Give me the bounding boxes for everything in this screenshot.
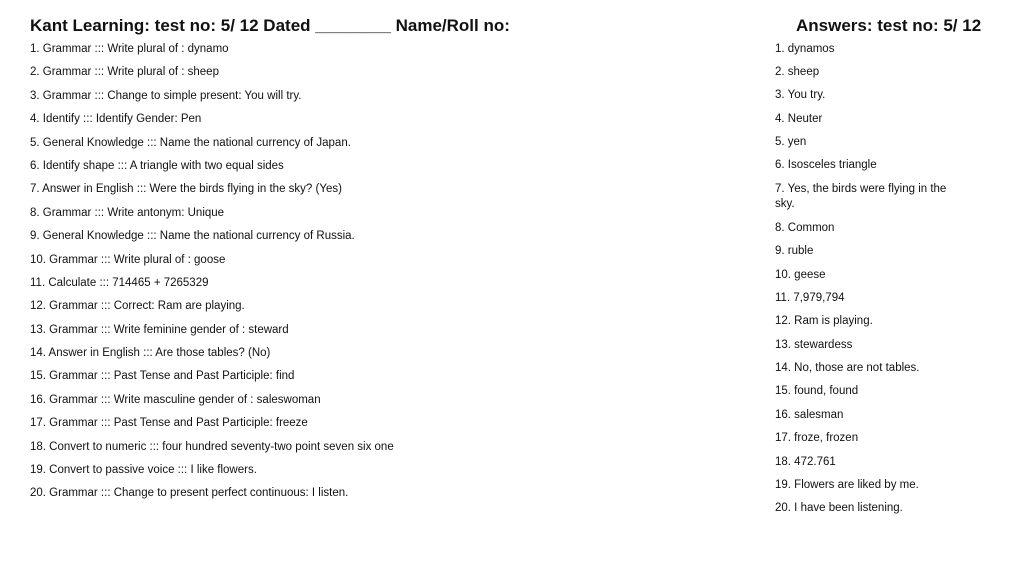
answer-item: 17. froze, frozen [775,432,859,445]
answers-title: Answers: test no: 5/ 12 [796,16,982,35]
answer-item: 10. geese [775,268,826,281]
answer-item: 20. I have been listening. [775,502,903,515]
answer-item: 2. sheep [775,65,820,78]
answer-item: 11. 7,979,794 [775,291,845,304]
question-item: 1. Grammar ::: Write plural of : dynamo [30,43,229,55]
question-item: 14. Answer in English ::: Are those tables? (No) [30,347,271,360]
question-item: 3. Grammar ::: Change to simple present: You will try. [30,89,302,102]
question-item: 9. General Knowledge ::: Name the national currency of Russia. [30,230,355,243]
answer-item: 9. ruble [775,245,814,258]
question-item: 2. Grammar ::: Write plural of : sheep [30,66,219,79]
answer-item: 7. Yes, the birds were flying in the sky. [775,182,947,211]
answer-item: 18. 472.761 [775,455,836,468]
answer-item: 16. salesman [775,408,844,421]
answer-item: 6. Isosceles triangle [775,159,877,172]
answer-item: 19. Flowers are liked by me. [775,479,919,492]
question-item: 16. Grammar ::: Write masculine gender of : saleswoman [30,393,321,406]
question-item: 13. Grammar ::: Write feminine gender of : steward [30,323,289,336]
answer-item: 12. Ram is playing. [775,315,873,328]
answer-item: 5. yen [775,136,807,149]
answer-list [775,40,960,523]
question-item: 12. Grammar ::: Correct: Ram are playing. [30,300,245,313]
question-list [30,40,750,508]
question-item: 15. Grammar ::: Past Tense and Past Participle: find [30,370,295,383]
answer-item: 15. found, found [775,385,859,398]
question-item: 19. Convert to passive voice ::: I like flowers. [30,464,257,477]
answer-item: 14. No, those are not tables. [775,362,920,375]
question-item: 11. Calculate ::: 714465 + 7265329 [30,276,209,289]
question-item: 6. Identify shape ::: A triangle with two equal sides [30,159,284,172]
test-title: Kant Learning: test no: 5/ 12 Dated ________ Name/Roll no: [30,16,510,35]
answer-item: 4. Neuter [775,112,823,125]
question-item: 10. Grammar ::: Write plural of : goose [30,253,226,266]
question-item: 4. Identify ::: Identify Gender: Pen [30,113,202,126]
answer-item: 3. You try. [775,89,826,102]
question-item: 18. Convert to numeric ::: four hundred seventy-two point seven six one [30,440,394,453]
answer-item: 8. Common [775,221,835,234]
answer-item: 1. dynamos [775,42,835,55]
question-item: 5. General Knowledge ::: Name the national currency of Japan. [30,136,351,149]
question-item: 8. Grammar ::: Write antonym: Unique [30,206,225,219]
question-item: 20. Grammar ::: Change to present perfect continuous: I listen. [30,487,349,500]
question-item: 17. Grammar ::: Past Tense and Past Participle: freeze [30,417,308,430]
answer-item: 13. stewardess [775,338,853,351]
question-item: 7. Answer in English ::: Were the birds flying in the sky? (Yes) [30,183,342,196]
